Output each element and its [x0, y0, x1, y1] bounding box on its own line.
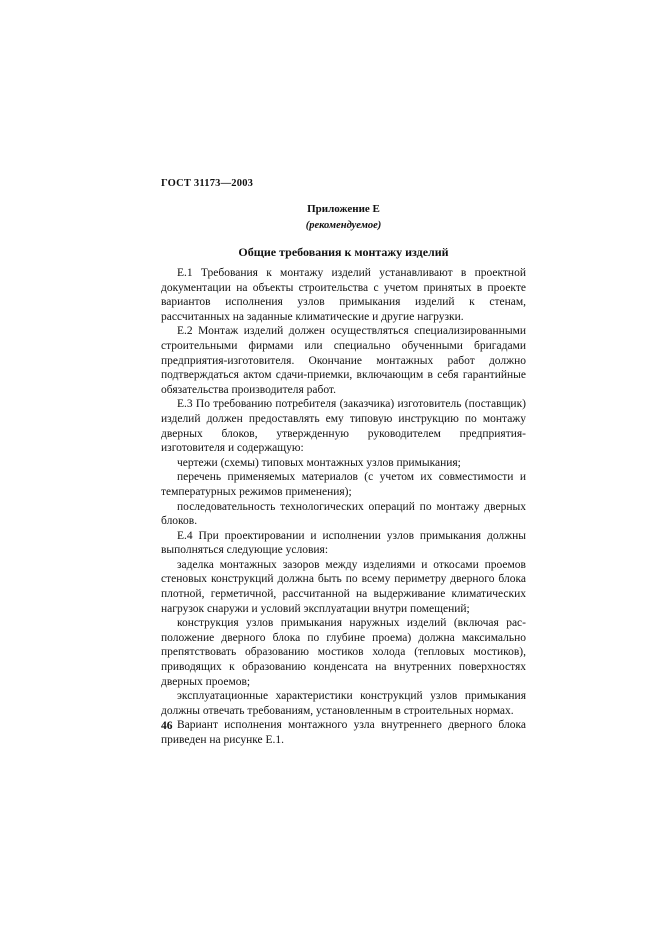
list-item-gap-sealing: заделка монтажных зазоров между изделиями и откосами проемов стеновых конструкций должна быть по всему периметру дверного блока плотной, герметичной, рассчитанной на выдерживание климатических нагрузок снаружи и условий эксплуатации внутри помещений;: [161, 558, 526, 615]
list-item-performance: эксплуатационные характеристики конструкций узлов примыкания должны отвечать требованиям, установленным в строительных нормах.: [161, 690, 526, 717]
list-item-materials: перечень применяемых материалов (с учетом их совместимости и температурных режимов применения);: [161, 471, 526, 498]
paragraph-e3: Е.3 По требованию потребителя (заказчика) изготовитель (поставщик) изделий должен предоставлять ему типовую инструкцию по монтажу дверных блоков, утвержденную руководителем предприятия-изготовителя и содержащую:: [161, 398, 526, 455]
paragraph-figure-reference: Вариант исполнения монтажного узла внутреннего дверного блока приведен на рисунке Е.1.: [161, 719, 526, 746]
page-number: 46: [161, 720, 173, 732]
paragraph-e1: Е.1 Требования к монтажу изделий устанавливают в проектной документации на объекты строительства с учетом принятых в проекте вариантов исполнения узлов примыкания изделий к стенам, рассчитанных на заданные климатические и другие нагрузки.: [161, 267, 526, 323]
paragraph-e4: Е.4 При проектировании и исполнении узлов примыкания должны выполняться следующие условия:: [161, 529, 526, 557]
list-item-drawings: чертежи (схемы) типовых монтажных узлов примыкания;: [177, 456, 461, 469]
document-code-header: ГОСТ 31173—2003: [161, 178, 254, 189]
appendix-title: Приложение Е: [307, 203, 380, 215]
body-text: [161, 266, 526, 748]
section-title: Общие требования к монтажу изделий: [238, 245, 449, 259]
list-item-junction-design: конструкция узлов примыкания наружных изделий (включая расположение дверного блока по глубине проема) должна максимально препятствовать образованию мостиков холода (тепловых мостиков), приводящих к образованию конденсата на внутренних поверхностях дверных проемов;: [161, 617, 526, 688]
paragraph-e2: Е.2 Монтаж изделий должен осуществляться специализированными строительными фирмами или специально обученными бригадами предприятия-изготовителя. Окончание монтажных работ должно подтверждаться актом сдачи-приемки, включающим в себя гарантийные обязательства производителя работ.: [161, 325, 526, 396]
appendix-status: (рекомендуемое): [305, 220, 382, 231]
list-item-sequence: последовательность технологических операций по монтажу дверных блоков.: [161, 500, 526, 528]
